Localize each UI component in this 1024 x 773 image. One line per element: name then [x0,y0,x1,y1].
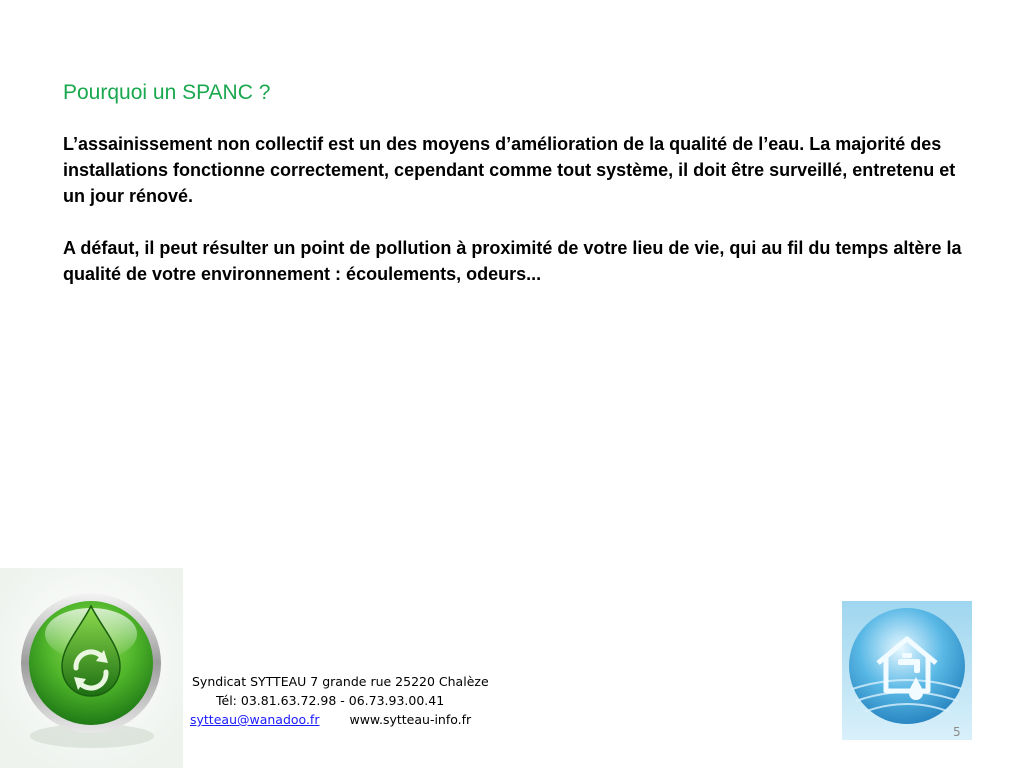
paragraph-risk: A défaut, il peut résulter un point de pollution à proximité de votre lieu de vie, qui au fil du temps altère la qualité de votre environnement : écoulements, odeurs... [63,238,962,284]
blue-house-water-globe-icon [842,601,972,740]
page-number: 5 [953,725,961,739]
footer-website: www.sytteau-info.fr [349,712,472,727]
footer-contact [190,672,495,729]
green-water-drop-recycle-icon [0,568,183,768]
paragraph-intro: L’assainissement non collectif est un des moyens d’amélioration de la qualité de l’eau. La majorité des installations fonctionne correctement, cependant comme tout système, il doit être surveillé, entretenu et un jour rénové. [63,134,956,206]
footer-email-link[interactable]: sytteau@wanadoo.fr [190,712,320,727]
footer-phone: Tél: 03.81.63.72.98 - 06.73.93.00.41 [216,693,445,708]
slide-title: Pourquoi un SPANC ? [63,81,271,104]
footer-address: Syndicat SYTTEAU 7 grande rue 25220 Chalèze [192,674,489,689]
